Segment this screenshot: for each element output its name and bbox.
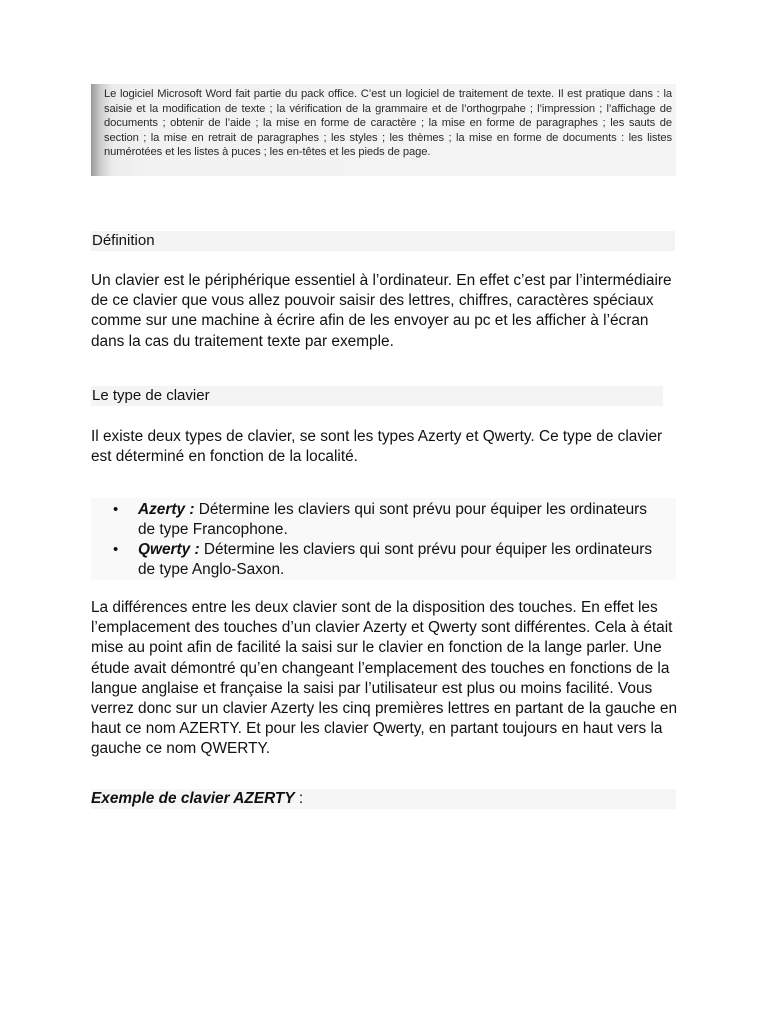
bullet-icon: • <box>113 501 119 518</box>
keyboard-type-heading-text: Le type de clavier <box>92 387 210 404</box>
example-heading-suffix: : <box>294 790 304 807</box>
keyboard-type-list <box>91 498 676 580</box>
example-heading-label: Exemple de clavier AZERTY <box>91 790 295 807</box>
list-item-term: Azerty : <box>138 501 195 518</box>
list-item-description: Détermine les claviers qui sont prévu pour équiper les ordinateurs de type Francophone. <box>138 501 647 539</box>
keyboard-type-paragraph: Il existe deux types de clavier, se sont les types Azerty et Qwerty. Ce type de clavier est déterminé en fonction de la localité. <box>91 428 663 466</box>
scanned-intro-image <box>91 84 676 176</box>
keyboard-type-heading <box>91 386 663 406</box>
list-item-term: Qwerty : <box>138 541 200 558</box>
definition-heading <box>91 231 675 251</box>
definition-paragraph: Un clavier est le périphérique essentiel à l’ordinateur. En effet c’est par l’intermédiaire de ce clavier que vous allez pouvoir saisir des lettres, chiffres, caractères spéciaux comme sur une machine à écrire afin de les envoyer au pc et les afficher à l’écran dans la cas du traitement texte par exemple. <box>91 272 672 350</box>
list-item-text <box>138 500 668 540</box>
scanned-intro-text: Le logiciel Microsoft Word fait partie du pack office. C’est un logiciel de traitement de texte. Il est pratique dans : la saisie et la modification de texte ; la vérification de la grammaire et de l’orthogrpahe ; l’impression ; l’affichage de documents ; obtenir de l’aide ; la mise en forme de caractère ; la mise en forme de paragraphes ; les sauts de section ; la mise en retrait de paragraphes ; les styles ; les thèmes ; la mise en forme de documents : les listes numérotées et les listes à puces ; les en-têtes et les pieds de page. <box>104 88 672 159</box>
example-heading <box>91 789 676 809</box>
bullet-icon: • <box>113 541 119 558</box>
list-item-description: Détermine les claviers qui sont prévu pour équiper les ordinateurs de type Anglo-Saxon. <box>138 541 653 579</box>
definition-heading-text: Définition <box>92 232 155 249</box>
differences-paragraph: La différences entre les deux clavier sont de la disposition des touches. En effet les l’emplacement des touches d’un clavier Azerty et Qwerty sont différentes. Cela à était mise au point afin de facilité la saisi sur le clavier en fonction de la lange parler. Une étude avait démontré qu’en changeant l’emplacement des touches en fonctions de la langue anglaise et française la saisi par l’utilisateur est plus ou moins facilité. Vous verrez donc sur un clavier Azerty les cinq premières lettres en partant de la gauche en haut ce nom AZERTY. Et pour les clavier Qwerty, en partant toujours en haut vers la gauche ce nom QWERTY. <box>91 599 678 758</box>
list-item-text <box>138 540 668 580</box>
